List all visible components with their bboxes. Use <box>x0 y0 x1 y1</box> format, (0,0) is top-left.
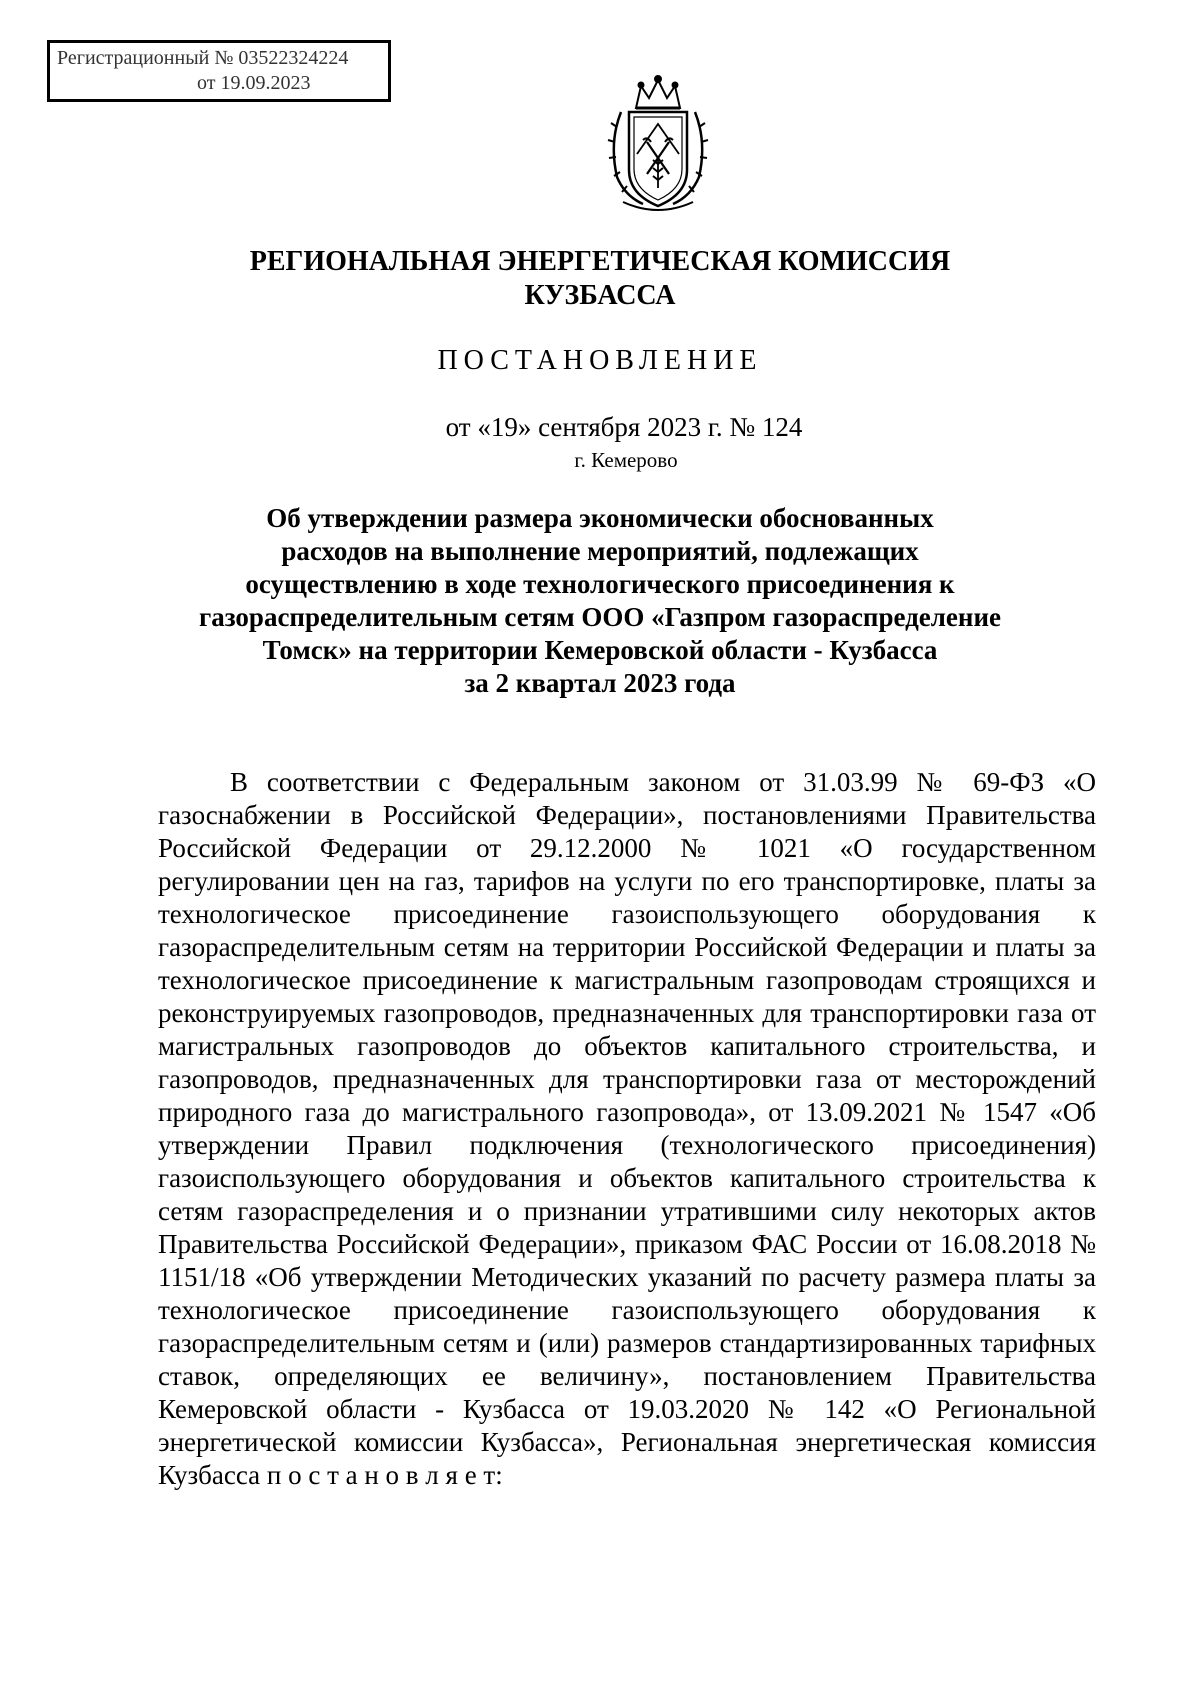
subject-line: Томск» на территории Кемеровской области - Кузбасса <box>262 635 938 665</box>
body-paragraph: В соответствии с Федеральным законом от 31.03.99 № 69-ФЗ «О газоснабжении в Российской Федерации», постановлениями Правительства Российской Федерации от 29.12.2000 № 1021 «О государственном регулировании цен на газ, тарифов на услуги по его транспортировке, платы за технологическое присоединение газоиспользующего оборудования к газораспределительным сетям на территории Российской Федерации и платы за технологическое присоединение к магистральным газопроводам строящихся и реконструируемых газопроводов, предназначенных для транспортировки газа от магистральных газопроводов до объектов капитального строительства, и газопроводов, предназначенных для транспортировки газа от месторождений природного газа до магистрального газопровода», от 13.09.2021 № 1547 «Об утверждении Правил подключения (технологического присоединения) газоиспользующего оборудования и объектов капитального строительства к сетям газораспределения и о признании утратившими силу некоторых актов Правительства Российской Федерации», приказом ФАС России от 16.08.2018 № 1151/18 «Об утверждении Методических указаний по расчету размера платы за технологическое присоединение газоиспользующего оборудования к газораспределительным сетям и (или) размеров стандартизированных тарифных ставок, определяющих ее величину», постановлением Правительства Кемеровской области - Кузбасса от 19.03.2020 № 142 «О Региональной энергетической комиссии Кузбасса», Региональная энергетическая комиссия Кузбасса п о с т а н о в л я е т: <box>158 767 1096 1490</box>
registration-date: от 19.09.2023 <box>197 72 311 94</box>
subject-line: газораспределительным сетям ООО «Газпром газораспределение <box>198 602 1002 632</box>
document-subject <box>120 502 1080 700</box>
organization-title-line-2: КУЗБАССА <box>524 280 676 311</box>
subject-line: Об утверждении размера экономически обоснованных <box>266 503 934 533</box>
subject-line: расходов на выполнение мероприятий, подлежащих <box>281 536 919 566</box>
registration-stamp <box>47 40 391 102</box>
organization-title <box>120 245 1080 313</box>
subject-line: осуществлению в ходе технологического присоединения к <box>245 569 955 599</box>
document-date-number: от «19» сентября 2023 г. № 124 <box>445 412 803 442</box>
registration-number: Регистрационный № 03522324224 <box>57 47 349 69</box>
document-type: ПОСТАНОВЛЕНИЕ <box>437 345 763 376</box>
subject-line: за 2 квартал 2023 года <box>464 668 736 698</box>
document-city: г. Кемерово <box>574 448 678 472</box>
kuzbass-coat-of-arms-icon <box>603 72 713 214</box>
organization-title-line-1: РЕГИОНАЛЬНАЯ ЭНЕРГЕТИЧЕСКАЯ КОМИССИЯ <box>249 246 951 277</box>
